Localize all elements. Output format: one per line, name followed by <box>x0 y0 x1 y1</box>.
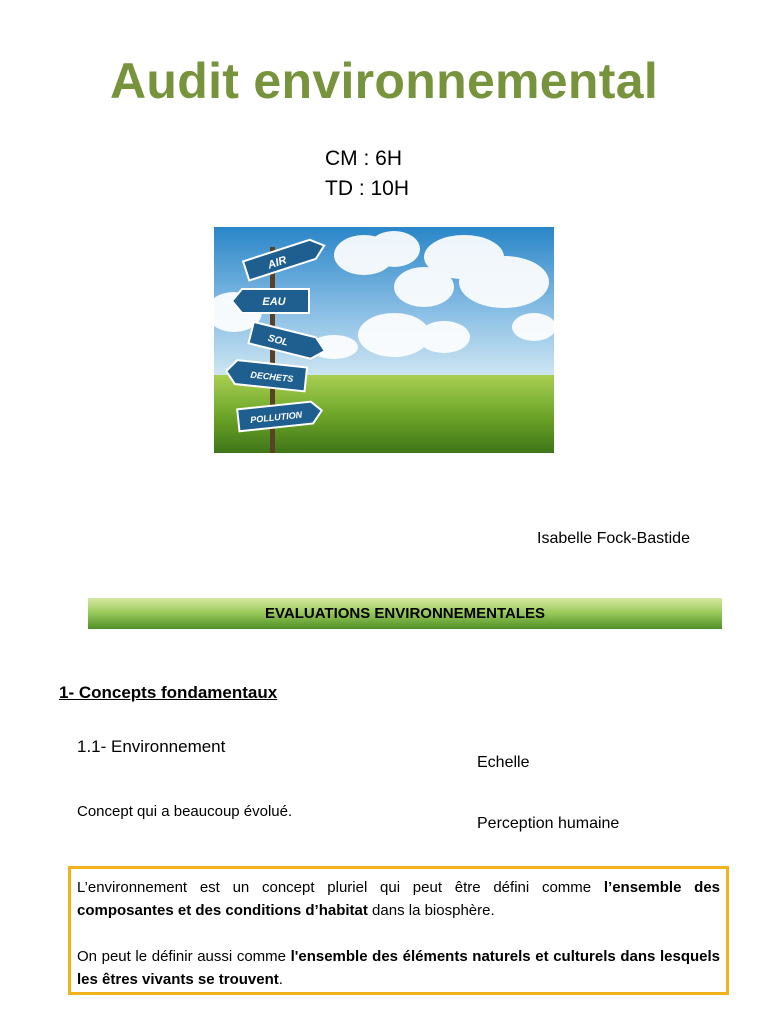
course-hours <box>325 144 409 204</box>
svg-text:EAU: EAU <box>262 296 286 308</box>
svg-text:POLLUTION: POLLUTION <box>249 409 303 425</box>
definition-2-tail: . <box>278 971 283 988</box>
sign-eau <box>232 289 309 313</box>
perception-label: Perception humaine <box>477 815 620 832</box>
definition-paragraph-1 <box>77 876 720 922</box>
definition-2-text: On peut le définir aussi comme <box>77 948 291 965</box>
svg-text:SOL: SOL <box>266 332 290 349</box>
signpost-photo <box>214 227 554 453</box>
page-title: Audit environnemental <box>109 53 659 109</box>
definition-1-text: L’environnement est un concept pluriel qui peut être défini comme <box>77 879 604 896</box>
author-name: Isabelle Fock-Bastide <box>537 530 690 547</box>
definition-1-emphasis: l’ensemble des composantes et des conditions d’habitat <box>77 879 721 919</box>
concept-text: Concept qui a beaucoup évolué. <box>77 803 293 820</box>
echelle-label: Echelle <box>477 754 530 771</box>
definition-paragraph-2 <box>77 945 720 991</box>
td-hours: TD : 10H <box>325 177 410 200</box>
section-heading: 1- Concepts fondamentaux <box>59 683 278 702</box>
svg-text:DECHETS: DECHETS <box>249 369 294 385</box>
definition-1-tail: dans la biosphère. <box>367 902 495 919</box>
definition-2-emphasis: l'ensemble des éléments naturels et culturels dans lesquels les êtres vivants se trouvent <box>77 948 720 988</box>
section-banner: EVALUATIONS ENVIRONNEMENTALES <box>88 598 722 629</box>
cm-hours: CM : 6H <box>325 147 403 170</box>
signpost-illustration <box>214 227 554 453</box>
subsection-heading: 1.1- Environnement <box>77 737 226 756</box>
definition-box <box>68 866 729 995</box>
svg-text:AIR: AIR <box>266 254 289 272</box>
